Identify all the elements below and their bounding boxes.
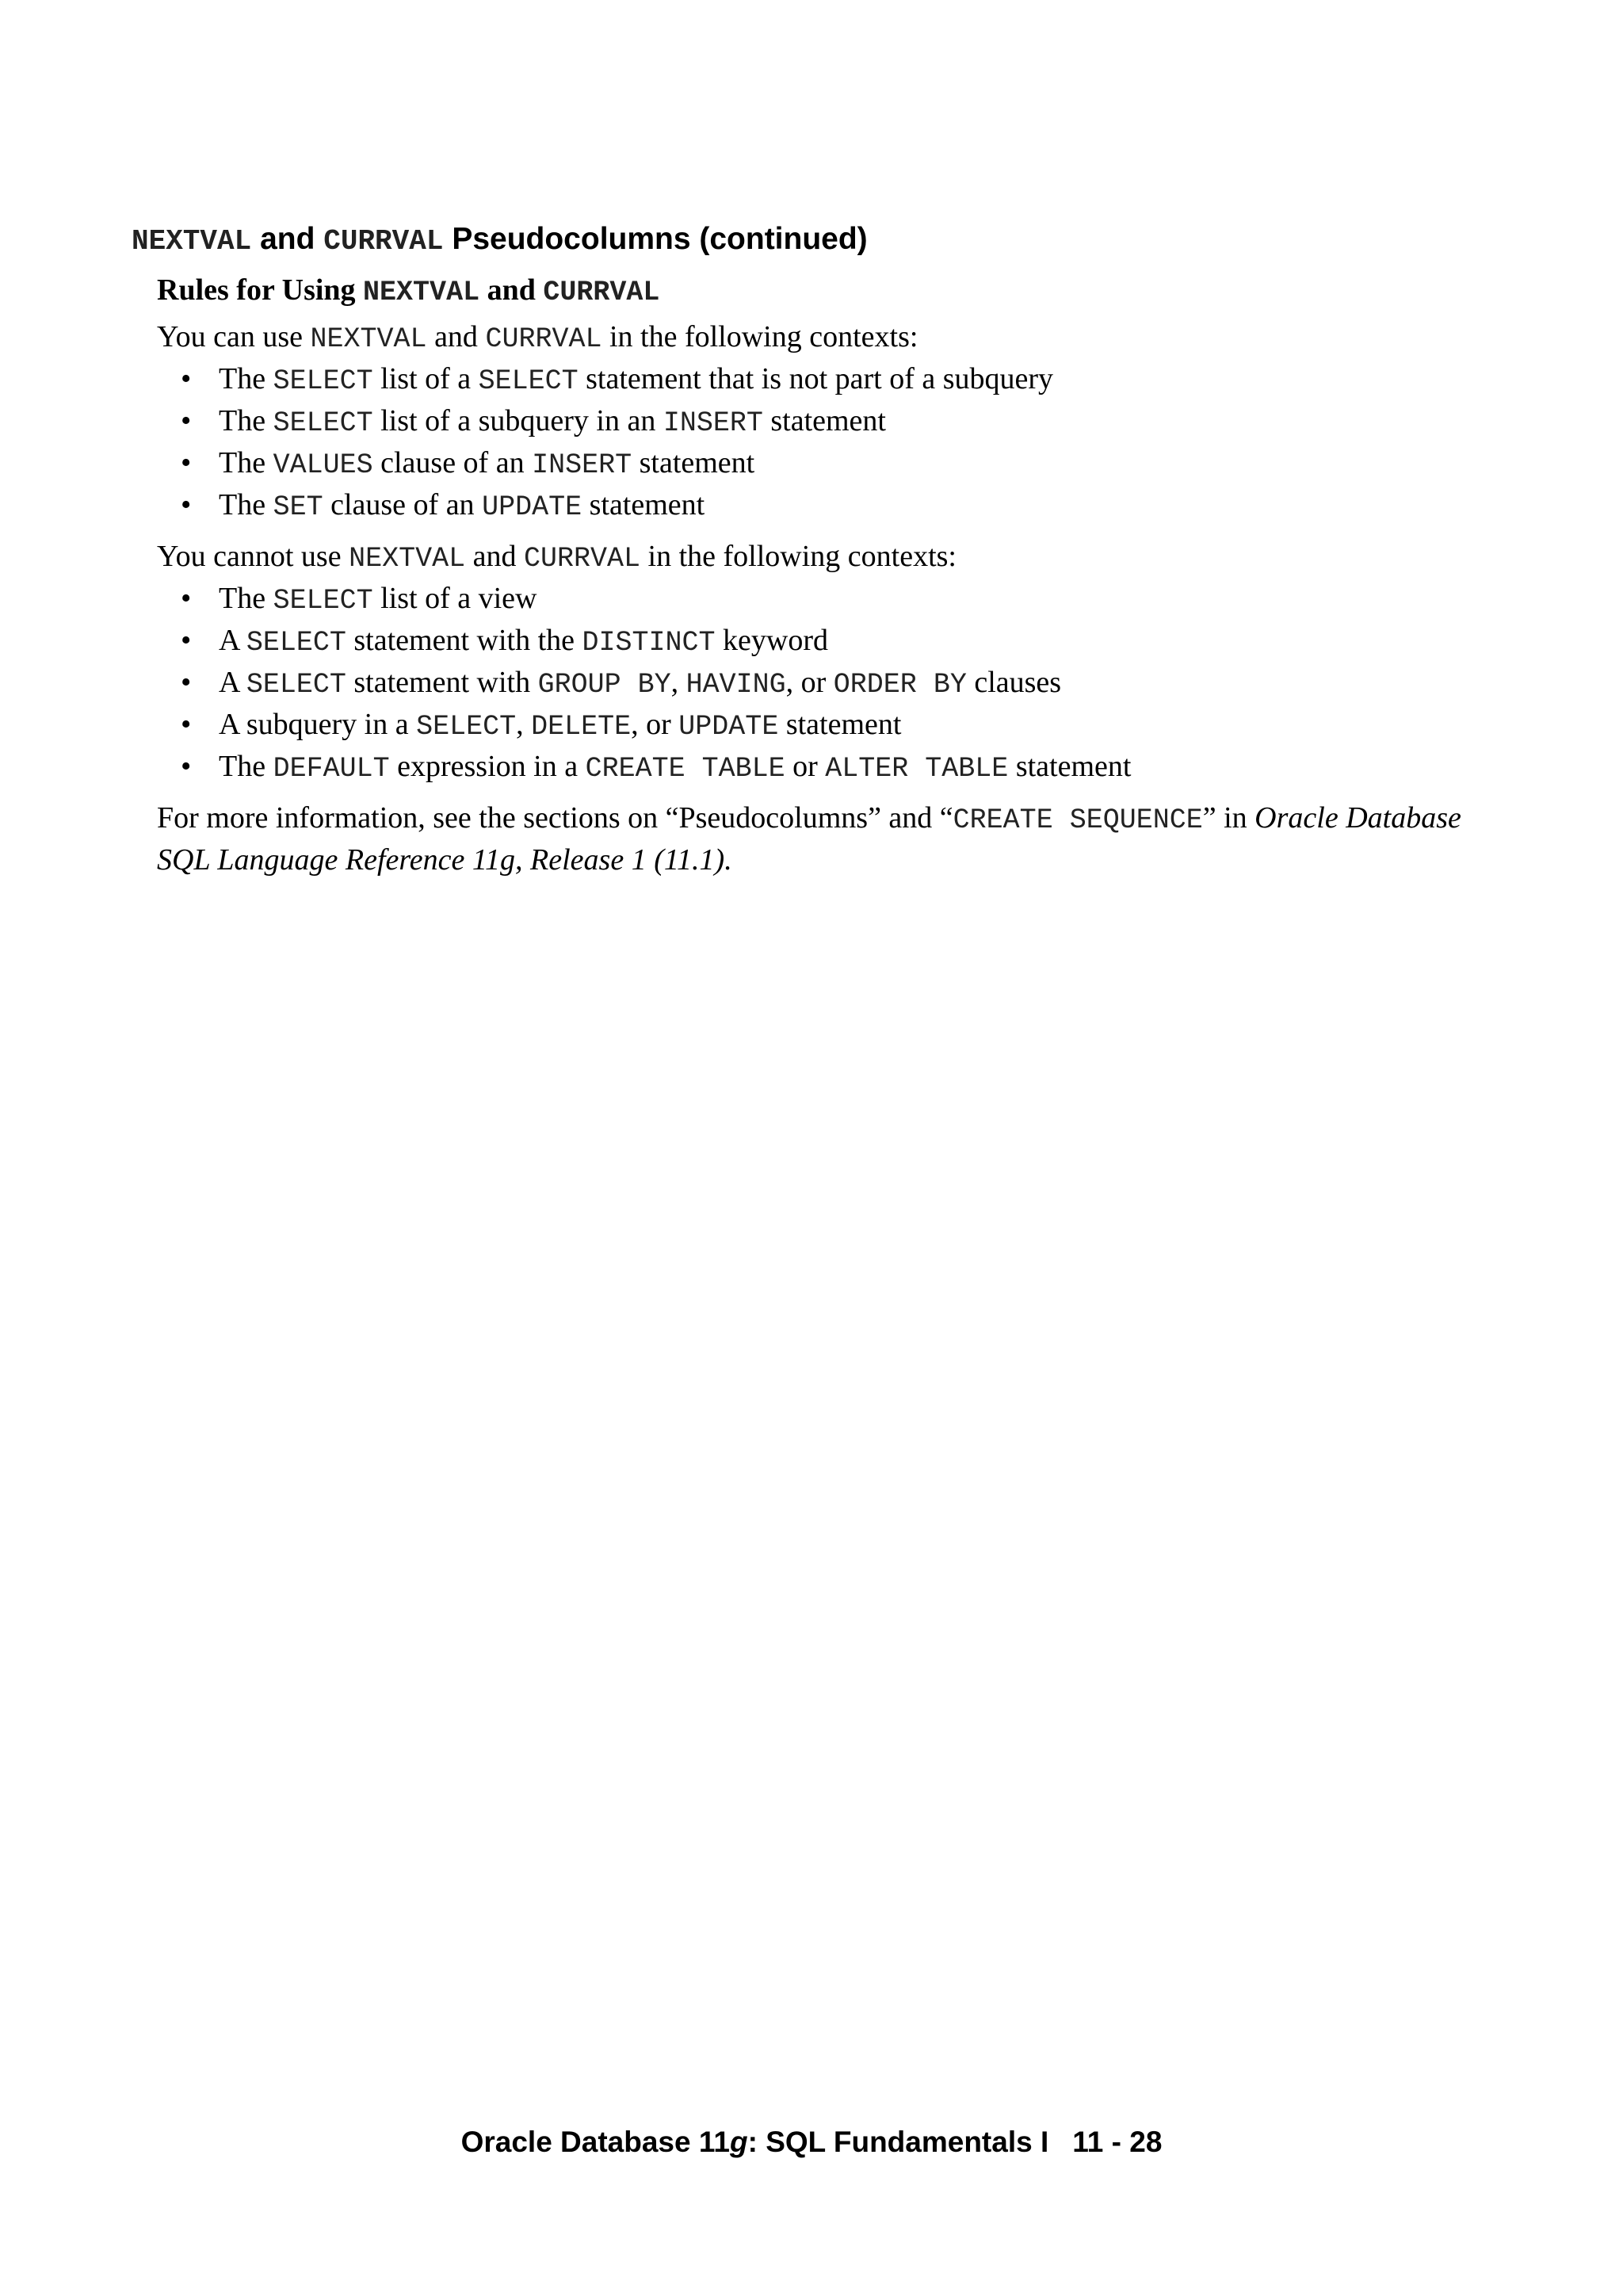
code: INSERT (532, 449, 632, 481)
code: SELECT (246, 669, 346, 701)
text: clauses (966, 666, 1062, 699)
text: The (219, 582, 273, 615)
code: SELECT (273, 365, 373, 397)
heading-and: and (251, 222, 324, 256)
text: keyword (715, 624, 828, 657)
code: DEFAULT (273, 753, 390, 785)
heading-code-currval: CURRVAL (323, 225, 444, 258)
text: , or (785, 666, 834, 699)
text: statement that is not part of a subquery (578, 362, 1054, 395)
text: statement (632, 446, 755, 479)
code: SELECT (273, 585, 373, 617)
code: UPDATE (678, 711, 779, 743)
subheading-prefix: Rules for Using (157, 273, 364, 307)
subheading-code-nextval: NEXTVAL (363, 277, 480, 308)
list-item (157, 621, 1504, 663)
body-text (157, 317, 1504, 880)
can-use-list (157, 359, 1504, 527)
text: in the following contexts: (601, 320, 918, 353)
code: SELECT (246, 627, 346, 659)
text: clause of an (372, 446, 533, 479)
list-item (157, 579, 1504, 621)
text: , (516, 708, 532, 741)
list-item (157, 359, 1504, 401)
code: CURRVAL (485, 323, 602, 355)
list-item (157, 485, 1504, 527)
code: CREATE TABLE (585, 753, 785, 785)
code: ALTER TABLE (825, 753, 1009, 785)
can-use-intro (157, 317, 1504, 359)
cannot-use-intro (157, 537, 1504, 579)
code: DELETE (531, 711, 632, 743)
code: ORDER BY (833, 669, 967, 701)
code: HAVING (685, 669, 786, 701)
text: ” in (1202, 801, 1255, 835)
text: statement with the (346, 624, 582, 657)
subheading-code-currval: CURRVAL (543, 277, 660, 308)
text: The (219, 404, 273, 437)
page-footer (0, 2126, 1623, 2159)
text: expression in a (389, 750, 586, 783)
cannot-use-list (157, 579, 1504, 789)
subsection-heading (157, 268, 659, 315)
text: , or (631, 708, 679, 741)
text: The (219, 446, 273, 479)
code: SELECT (273, 407, 373, 439)
more-info-paragraph (157, 798, 1472, 880)
text: A (219, 666, 246, 699)
text: statement (762, 404, 886, 437)
text: A subquery in a (219, 708, 417, 741)
list-item (157, 401, 1504, 443)
code: SELECT (478, 365, 579, 397)
text: The (219, 750, 273, 783)
text: or (785, 750, 826, 783)
text: and (465, 540, 524, 573)
heading-rest: Pseudocolumns (continued) (443, 222, 868, 256)
text: and (426, 320, 486, 353)
code: NEXTVAL (310, 323, 427, 355)
code: SELECT (416, 711, 517, 743)
footer-title-b: : SQL Fundamentals I (747, 2126, 1049, 2158)
reference-title: Oracle Database SQL Language Reference 11g, Release 1 (11.1). (157, 801, 1461, 877)
text: clause of an (323, 488, 483, 521)
list-item (157, 747, 1504, 789)
text: You cannot use (157, 540, 349, 573)
text: statement (778, 708, 902, 741)
code: CREATE SEQUENCE (953, 804, 1203, 836)
code: UPDATE (482, 491, 582, 523)
text: statement with (346, 666, 538, 699)
text: list of a subquery in an (372, 404, 663, 437)
text: You can use (157, 320, 311, 353)
text: The (219, 362, 273, 395)
page-number: 11 - 28 (1072, 2126, 1163, 2158)
list-item (157, 443, 1504, 485)
text: in the following contexts: (640, 540, 957, 573)
text: For more information, see the sections on “Pseudocolumns” and “ (157, 801, 953, 835)
text: A (219, 624, 246, 657)
code: GROUP BY (537, 669, 671, 701)
code: VALUES (273, 449, 373, 481)
list-item (157, 663, 1504, 705)
text: list of a (372, 362, 479, 395)
code: CURRVAL (524, 543, 641, 575)
text: list of a view (372, 582, 537, 615)
heading-code-nextval: NEXTVAL (132, 225, 252, 258)
text: , (670, 666, 686, 699)
footer-title-g: g (729, 2126, 748, 2158)
text: statement (1008, 750, 1132, 783)
text: statement (582, 488, 705, 521)
code: SET (273, 491, 323, 523)
code: INSERT (663, 407, 763, 439)
footer-title-a: Oracle Database 11 (460, 2126, 730, 2158)
subheading-and: and (479, 273, 544, 307)
code: DISTINCT (582, 627, 716, 659)
section-heading (132, 217, 868, 264)
code: NEXTVAL (349, 543, 466, 575)
list-item (157, 705, 1504, 747)
text: The (219, 488, 273, 521)
